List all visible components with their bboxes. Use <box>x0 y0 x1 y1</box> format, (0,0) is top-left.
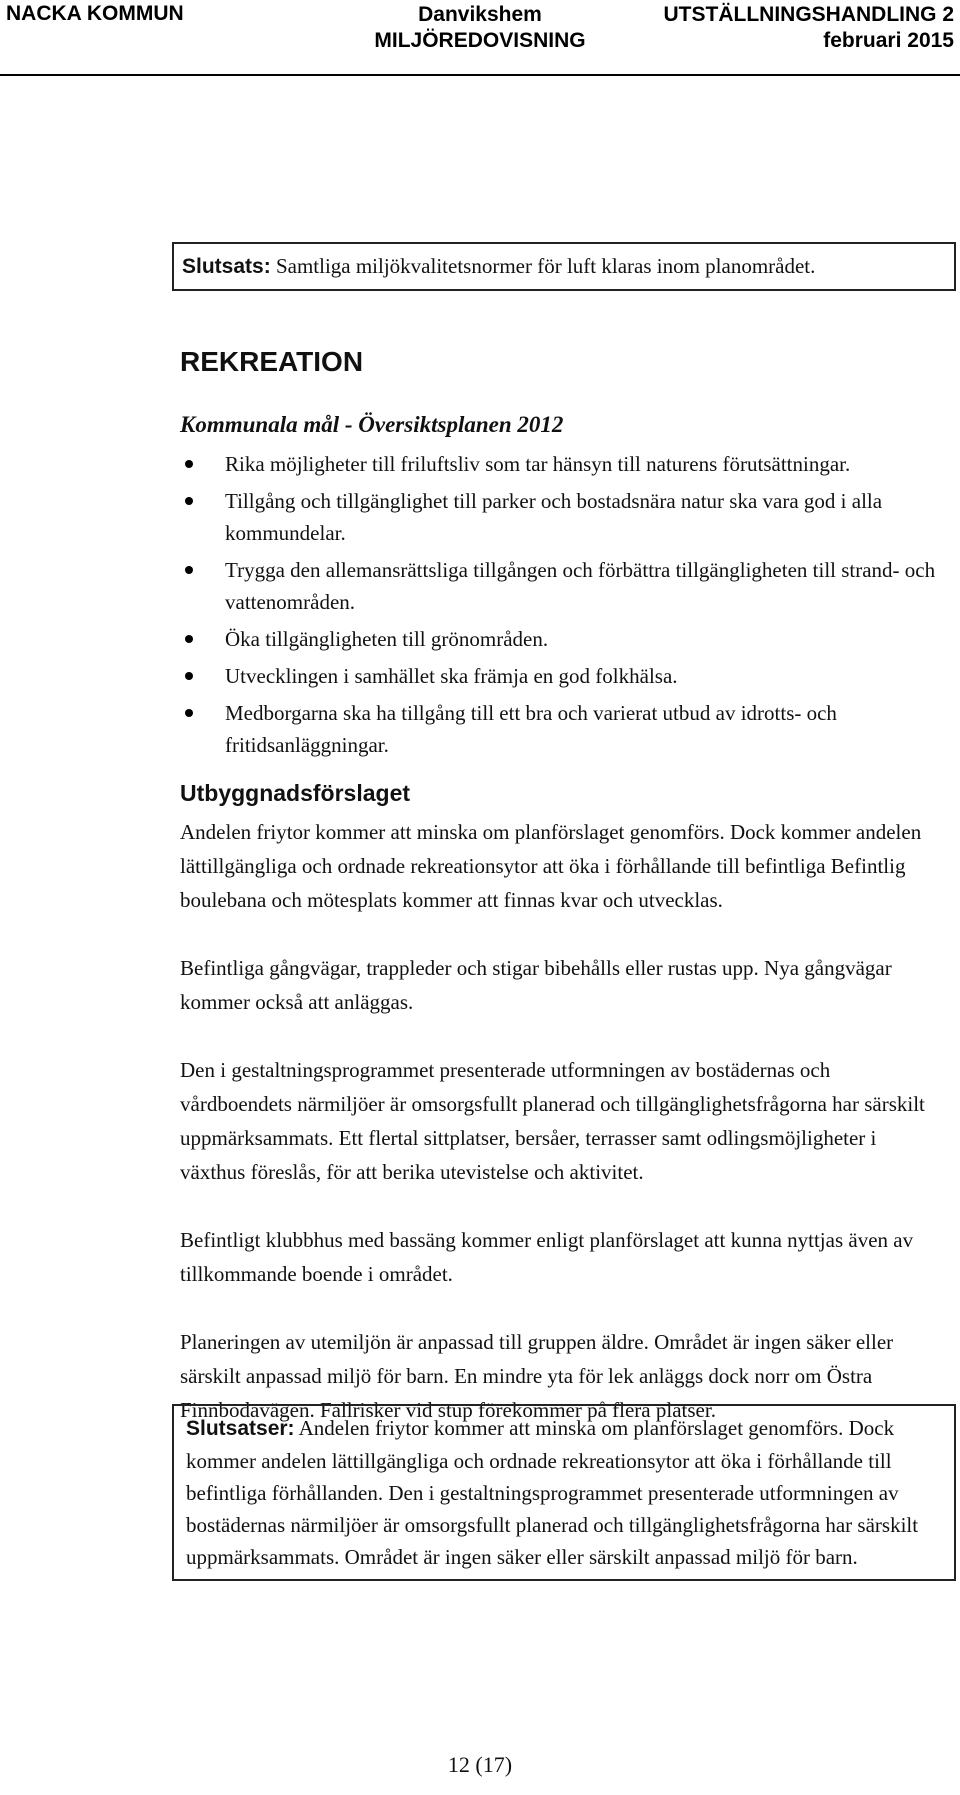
bullet-icon <box>185 709 193 717</box>
bullet-icon <box>185 460 193 468</box>
goals-list <box>180 448 940 766</box>
project-name: Danvikshem <box>418 3 542 26</box>
bullet-icon <box>185 635 193 643</box>
paragraph: Befintligt klubbhus med bassäng kommer enligt planförslaget att kunna nyttjas även av tillkommande boende i området. <box>180 1228 914 1286</box>
list-item: Tillgång och tillgänglighet till parker och bostadsnära natur ska vara god i alla kommundelar. <box>180 485 940 549</box>
section-title: REKREATION <box>180 346 364 377</box>
paragraph: Andelen friytor kommer att minska om planförslaget genomförs. Dock kommer andelen lättillgängliga och ordnade rekreationsytor att öka i förhållande till befintliga Befintlig boulebana och mötesplats kommer att finnas kvar och utvecklas. <box>180 820 922 912</box>
list-item: Öka tillgängligheten till grönområden. <box>180 623 940 655</box>
paragraph: Planeringen av utemiljön är anpassad till gruppen äldre. Området är ingen säker eller särskilt anpassad miljö för barn. En mindre yta för lek anläggs dock norr om Östra Finnbodavägen. Fallrisker vid stup förekommer på flera platser. <box>180 1330 894 1422</box>
conclusion-label: Slutsatser: <box>186 1417 295 1440</box>
document-date: februari 2015 <box>823 29 954 52</box>
paragraph: Befintliga gångvägar, trappleder och stigar bibehålls eller rustas upp. Nya gångvägar kommer också att anläggas. <box>180 956 892 1014</box>
goals-title: Kommunala mål - Översiktsplanen 2012 <box>180 412 564 437</box>
list-item: Trygga den allemansrättsliga tillgången och förbättra tillgängligheten till strand- och vattenområden. <box>180 554 940 618</box>
conclusion-text: Samtliga miljökvalitetsnormer för luft klaras inom planområdet. <box>270 254 816 278</box>
conclusion-label: Slutsats: <box>182 255 271 278</box>
conclusion-text: Andelen friytor kommer att minska om planförslaget genomförs. Dock kommer andelen lättillgängliga och ordnade rekreationsytor att öka i förhållande till befintliga förhållanden. Den i gestaltningsprogrammet presenterade utformningen av bostädernas närmiljöer är omsorgsfullt planerad och tillgänglighetsfrågorna har särskilt uppmärksammats. Området är ingen säker eller särskilt anpassad miljö för barn. <box>186 1416 919 1569</box>
recreation-conclusion-box <box>172 1404 956 1581</box>
header-rule <box>0 74 960 76</box>
proposal-body <box>180 815 940 1461</box>
bullet-icon <box>185 566 193 574</box>
proposal-title: Utbyggnadsförslaget <box>180 780 411 806</box>
header-right <box>664 2 955 54</box>
document-stage: UTSTÄLLNINGSHANDLING 2 <box>663 3 954 26</box>
bullet-icon <box>185 672 193 680</box>
list-item: Utvecklingen i samhället ska främja en god folkhälsa. <box>180 660 940 692</box>
document-type: MILJÖREDOVISNING <box>374 29 586 52</box>
bullet-icon <box>185 497 193 505</box>
page-number: 12 (17) <box>447 1752 513 1777</box>
list-item: Rika möjligheter till friluftsliv som tar hänsyn till naturens förutsättningar. <box>180 448 940 480</box>
air-conclusion-box <box>172 242 956 291</box>
org-name: NACKA KOMMUN <box>6 2 184 25</box>
list-item: Medborgarna ska ha tillgång till ett bra och varierat utbud av idrotts- och fritidsanläggningar. <box>180 697 940 761</box>
paragraph: Den i gestaltningsprogrammet presenterade utformningen av bostädernas och vårdboendets närmiljöer är omsorgsfullt planerad och tillgänglighetsfrågorna har särskilt uppmärksammats. Ett flertal sittplatser, bersåer, terrasser samt odlingsmöjligheter i växthus föreslås, för att berika utevistelse och aktivitet. <box>180 1058 925 1184</box>
page-header <box>0 0 960 76</box>
